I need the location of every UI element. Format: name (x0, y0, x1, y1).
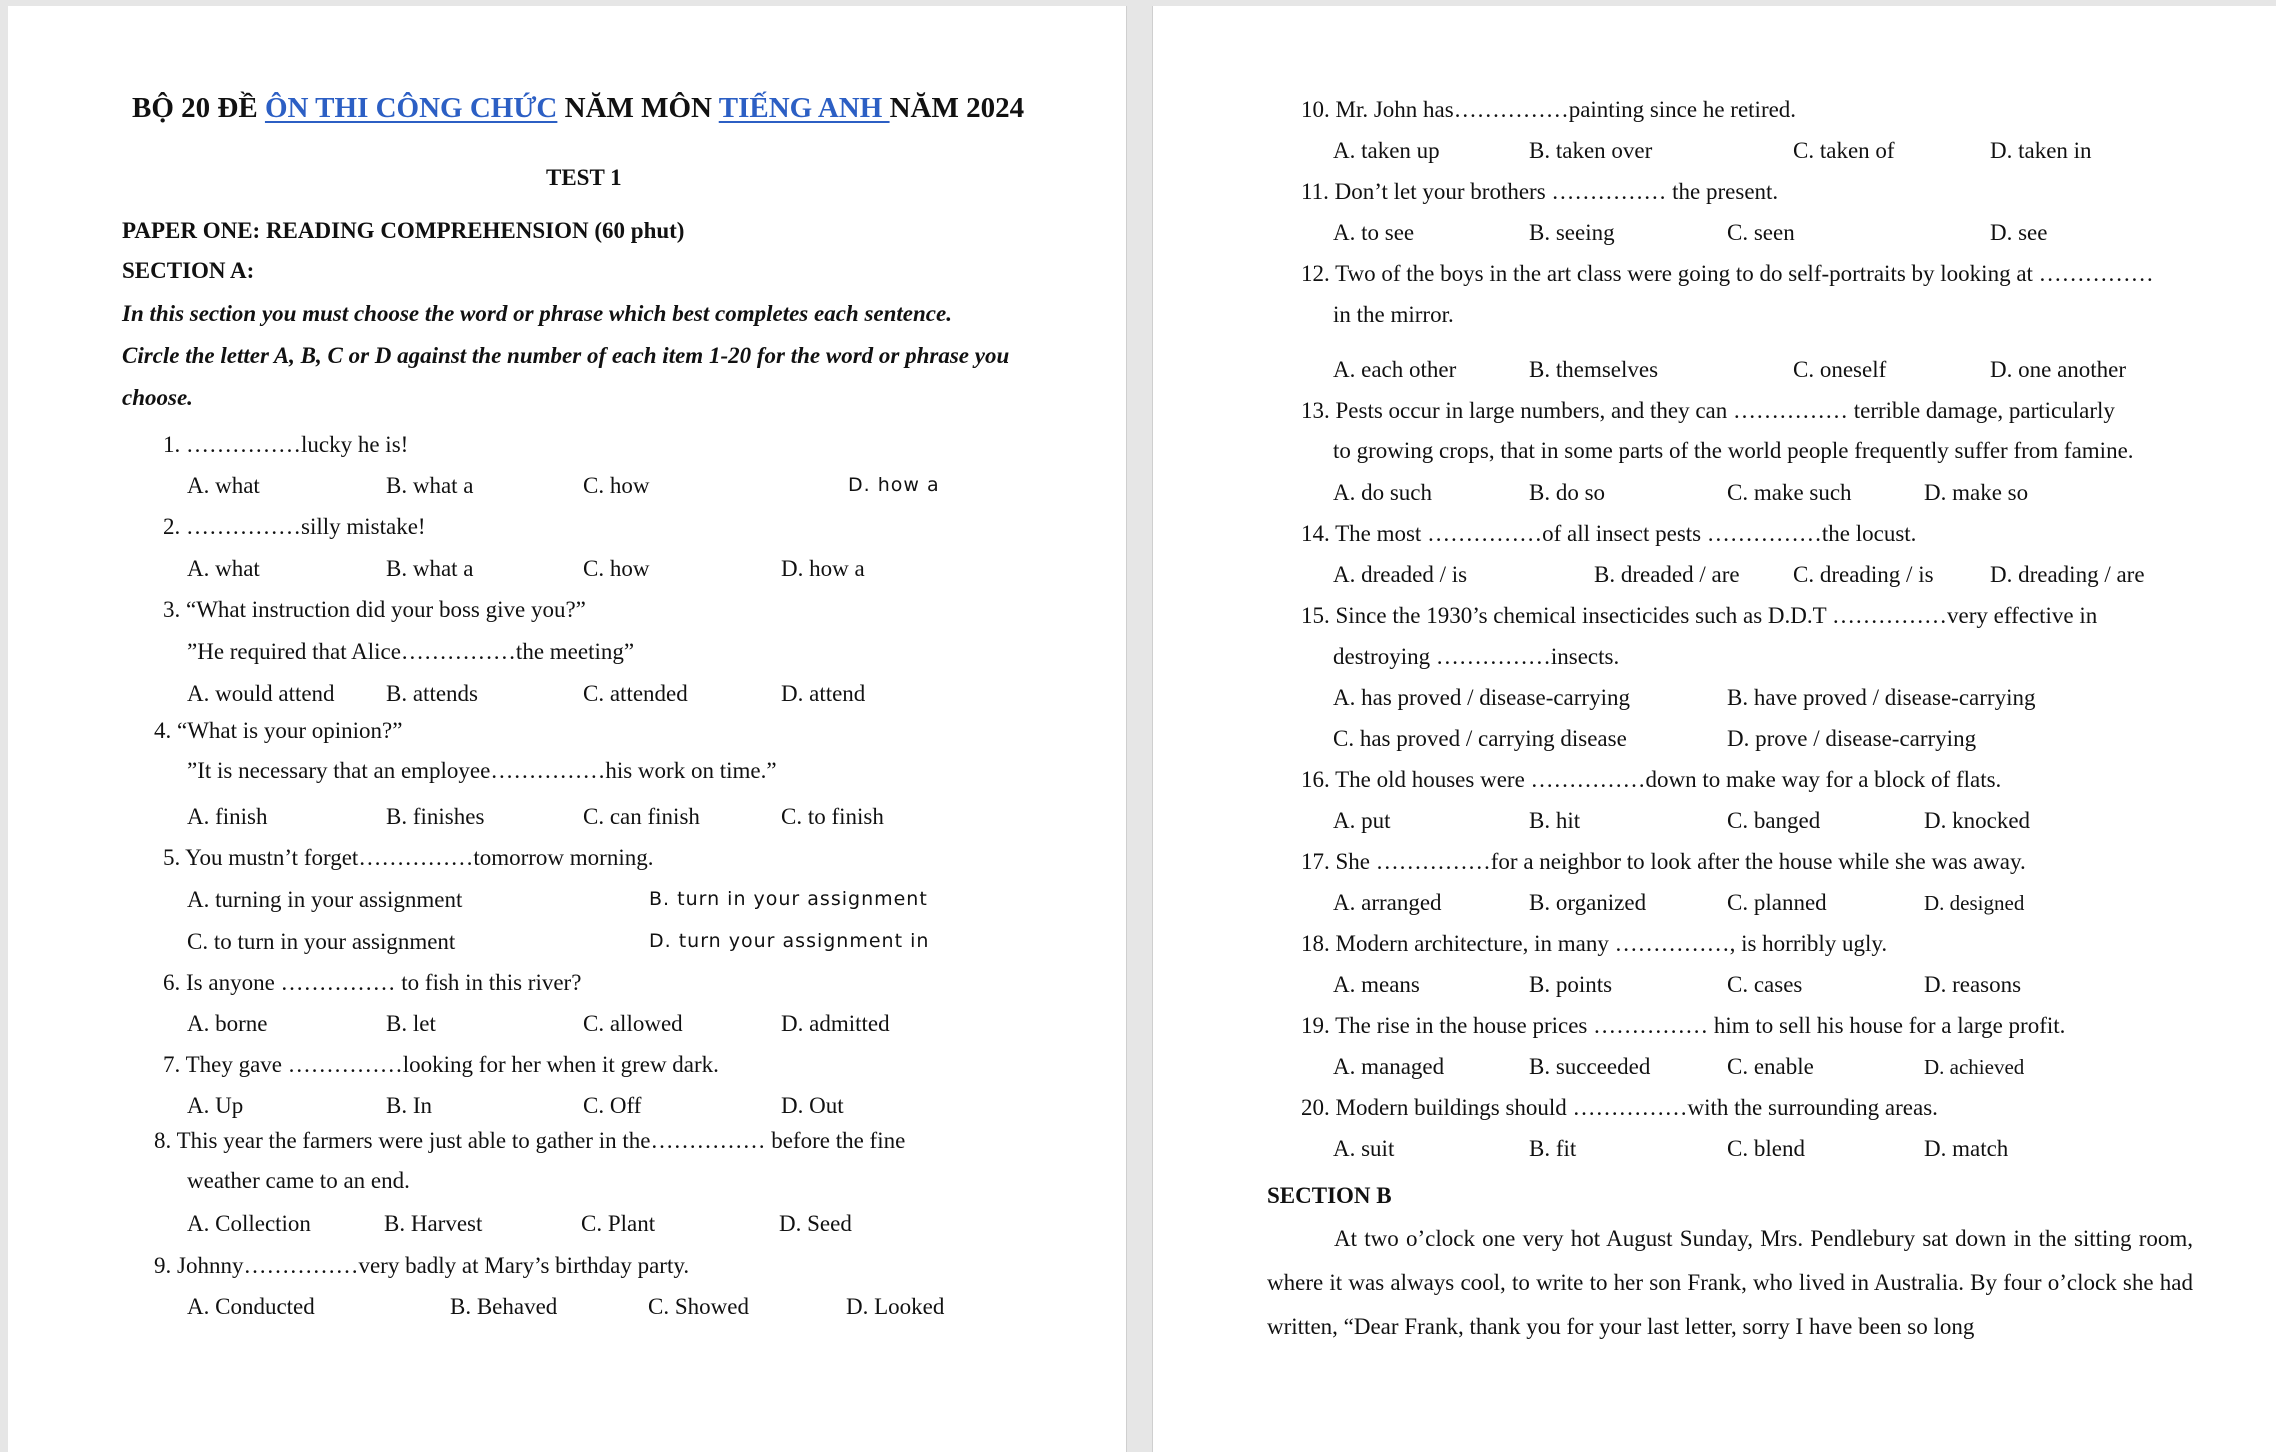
q6-option-a: A. borne (187, 1011, 268, 1036)
question-8: 8. This year the farmers were just able to gather in the…………… before the fine (154, 1128, 906, 1153)
q7-option-b: B. In (386, 1093, 432, 1118)
question-3-line-2: ”He required that Alice……………the meeting” (187, 639, 635, 664)
q20-option-a: A. suit (1333, 1136, 1395, 1161)
q10-option-a: A. taken up (1333, 138, 1440, 163)
q8-option-b: B. Harvest (384, 1211, 483, 1236)
q4-option-a: A. finish (187, 804, 268, 829)
q7-option-c: C. Off (583, 1093, 642, 1118)
instruction-line-3: choose. (122, 385, 193, 410)
q11-option-a: A. to see (1333, 220, 1415, 245)
question-2: 2. ……………silly mistake! (163, 514, 426, 539)
q4-option-b: B. finishes (386, 804, 485, 829)
question-3: 3. “What instruction did your boss give you?” (163, 597, 586, 622)
q7-option-a: A. Up (187, 1093, 244, 1118)
q8-option-d: D. Seed (779, 1211, 852, 1236)
instruction-line-2: Circle the letter A, B, C or D against the number of each item 1-20 for the word or phrase you (122, 343, 1010, 368)
question-15: 15. Since the 1930’s chemical insecticides such as D.D.T ……………very effective in (1301, 603, 2098, 628)
q9-option-d: D. Looked (846, 1294, 945, 1319)
section-a-heading: SECTION A: (122, 258, 255, 283)
question-12: 12. Two of the boys in the art class were going to do self-portraits by looking at …………… (1301, 261, 2154, 286)
section-b-heading: SECTION B (1267, 1183, 1392, 1208)
q11-option-b: B. seeing (1529, 220, 1615, 245)
question-6: 6. Is anyone …………… to fish in this river? (163, 970, 582, 995)
question-8-line-2: weather came to an end. (187, 1168, 410, 1193)
q4-option-c: C. can finish (583, 804, 700, 829)
question-14: 14. The most ……………of all insect pests ……………the locust. (1301, 521, 1917, 546)
q15-option-d: D. prove / disease-carrying (1727, 726, 1977, 751)
q2-option-d: D. how a (781, 556, 865, 581)
question-4: 4. “What is your opinion?” (154, 718, 403, 743)
question-7: 7. They gave ……………looking for her when it grew dark. (163, 1052, 719, 1077)
q15-option-c: C. has proved / carrying disease (1333, 726, 1627, 751)
q1-option-a: A. what (187, 473, 260, 498)
question-17: 17. She ……………for a neighbor to look after the house while she was away. (1301, 849, 2026, 874)
q16-option-c: C. banged (1727, 808, 1821, 833)
document-title (132, 94, 1024, 123)
q13-option-a: A. do such (1333, 480, 1433, 505)
q19-option-c: C. enable (1727, 1054, 1814, 1079)
q13-option-d: D. make so (1924, 480, 2029, 505)
test-heading: TEST 1 (546, 165, 622, 190)
q16-option-b: B. hit (1529, 808, 1581, 833)
question-11: 11. Don’t let your brothers …………… the present. (1301, 179, 1779, 204)
section-b-passage: At two o’clock one very hot August Sunday, Mrs. Pendlebury sat down in the sitting room, where it was always cool, to write to her son Frank, who lived in Australia. By four o’clock she had written, “Dear Frank, thank you for your last letter, sorry I have been so long (1267, 1226, 2193, 1339)
q6-option-c: C. allowed (583, 1011, 683, 1036)
q7-option-d: D. Out (781, 1093, 844, 1118)
q10-option-c: C. taken of (1793, 138, 1895, 163)
title-part-1: BỘ 20 ĐỀ (132, 92, 265, 124)
q2-option-b: B. what a (386, 556, 474, 581)
q10-option-b: B. taken over (1529, 138, 1653, 163)
q13-option-b: B. do so (1529, 480, 1606, 505)
q2-option-a: A. what (187, 556, 260, 581)
q15-option-b: B. have proved / disease-carrying (1727, 685, 2036, 710)
q18-option-b: B. points (1529, 972, 1613, 997)
title-link-english[interactable]: TIẾNG ANH (718, 92, 890, 124)
q17-option-b: B. organized (1529, 890, 1647, 915)
title-part-2: NĂM MÔN (557, 92, 719, 124)
right-page (1152, 6, 2276, 1452)
q20-option-b: B. fit (1529, 1136, 1577, 1161)
question-20: 20. Modern buildings should ……………with the surrounding areas. (1301, 1095, 1938, 1120)
q3-option-d: D. attend (781, 681, 866, 706)
q20-option-d: D. match (1924, 1136, 2009, 1161)
q10-option-d: D. taken in (1990, 138, 2092, 163)
question-5: 5. You mustn’t forget……………tomorrow morning. (163, 845, 654, 870)
q17-option-c: C. planned (1727, 890, 1827, 915)
q5-option-d: D. turn your assignment in (649, 930, 930, 952)
q18-option-c: C. cases (1727, 972, 1803, 997)
left-page (8, 6, 1127, 1452)
q9-option-a: A. Conducted (187, 1294, 315, 1319)
q14-option-c: C. dreading / is (1793, 562, 1934, 587)
q3-option-b: B. attends (386, 681, 478, 706)
q1-option-d: D. how a (848, 474, 940, 496)
question-4-line-2: ”It is necessary that an employee……………his work on time.” (187, 758, 777, 783)
q1-option-b: B. what a (386, 473, 474, 498)
q12-option-a: A. each other (1333, 357, 1457, 382)
question-1: 1. ……………lucky he is! (163, 432, 409, 457)
q17-option-a: A. arranged (1333, 890, 1442, 915)
q18-option-d: D. reasons (1924, 972, 2022, 997)
q8-option-c: C. Plant (581, 1211, 656, 1236)
q15-option-a: A. has proved / disease-carrying (1333, 685, 1630, 710)
q19-option-b: B. succeeded (1529, 1054, 1651, 1079)
q19-option-a: A. managed (1333, 1054, 1445, 1079)
paper-heading: PAPER ONE: READING COMPREHENSION (60 phut) (122, 218, 685, 243)
q13-option-c: C. make such (1727, 480, 1852, 505)
q8-option-a: A. Collection (187, 1211, 311, 1236)
instruction-line-1: In this section you must choose the word or phrase which best completes each sentence. (122, 301, 952, 326)
question-9: 9. Johnny……………very badly at Mary’s birthday party. (154, 1253, 690, 1278)
q4-option-d: C. to finish (781, 804, 884, 829)
question-16: 16. The old houses were ……………down to make way for a block of flats. (1301, 767, 2002, 792)
q5-option-b: B. turn in your assignment (649, 888, 928, 910)
q3-option-c: C. attended (583, 681, 688, 706)
q5-option-a: A. turning in your assignment (187, 887, 463, 912)
question-13: 13. Pests occur in large numbers, and they can …………… terrible damage, particularly (1301, 398, 2115, 423)
question-18: 18. Modern architecture, in many ……………, is horribly ugly. (1301, 931, 1888, 956)
q12-option-c: C. oneself (1793, 357, 1887, 382)
q6-option-b: B. let (386, 1011, 436, 1036)
q11-option-c: C. seen (1727, 220, 1795, 245)
q6-option-d: D. admitted (781, 1011, 890, 1036)
title-part-3: NĂM 2024 (889, 92, 1025, 124)
question-12-line-2: in the mirror. (1333, 302, 1454, 327)
q1-option-c: C. how (583, 473, 650, 498)
question-19: 19. The rise in the house prices …………… him to sell his house for a large profit. (1301, 1013, 2066, 1038)
q2-option-c: C. how (583, 556, 650, 581)
question-13-line-2: to growing crops, that in some parts of the world people frequently suffer from famine. (1333, 438, 2134, 463)
q3-option-a: A. would attend (187, 681, 335, 706)
q14-option-b: B. dreaded / are (1594, 562, 1740, 587)
q12-option-b: B. themselves (1529, 357, 1659, 382)
q5-option-c: C. to turn in your assignment (187, 929, 456, 954)
title-link-civil-exam[interactable]: ÔN THI CÔNG CHỨC (264, 92, 558, 124)
q16-option-d: D. knocked (1924, 808, 2031, 833)
question-15-line-2: destroying ……………insects. (1333, 644, 1620, 669)
q14-option-a: A. dreaded / is (1333, 562, 1468, 587)
q11-option-d: D. see (1990, 220, 2048, 245)
q12-option-d: D. one another (1990, 357, 2127, 382)
q18-option-a: A. means (1333, 972, 1420, 997)
question-10: 10. Mr. John has……………painting since he retired. (1301, 97, 1797, 122)
q19-option-d: D. achieved (1924, 1055, 2025, 1079)
q9-option-c: C. Showed (648, 1294, 749, 1319)
q17-option-d: D. designed (1924, 891, 2025, 915)
q9-option-b: B. Behaved (450, 1294, 558, 1319)
q20-option-c: C. blend (1727, 1136, 1805, 1161)
q14-option-d: D. dreading / are (1990, 562, 2145, 587)
q16-option-a: A. put (1333, 808, 1391, 833)
